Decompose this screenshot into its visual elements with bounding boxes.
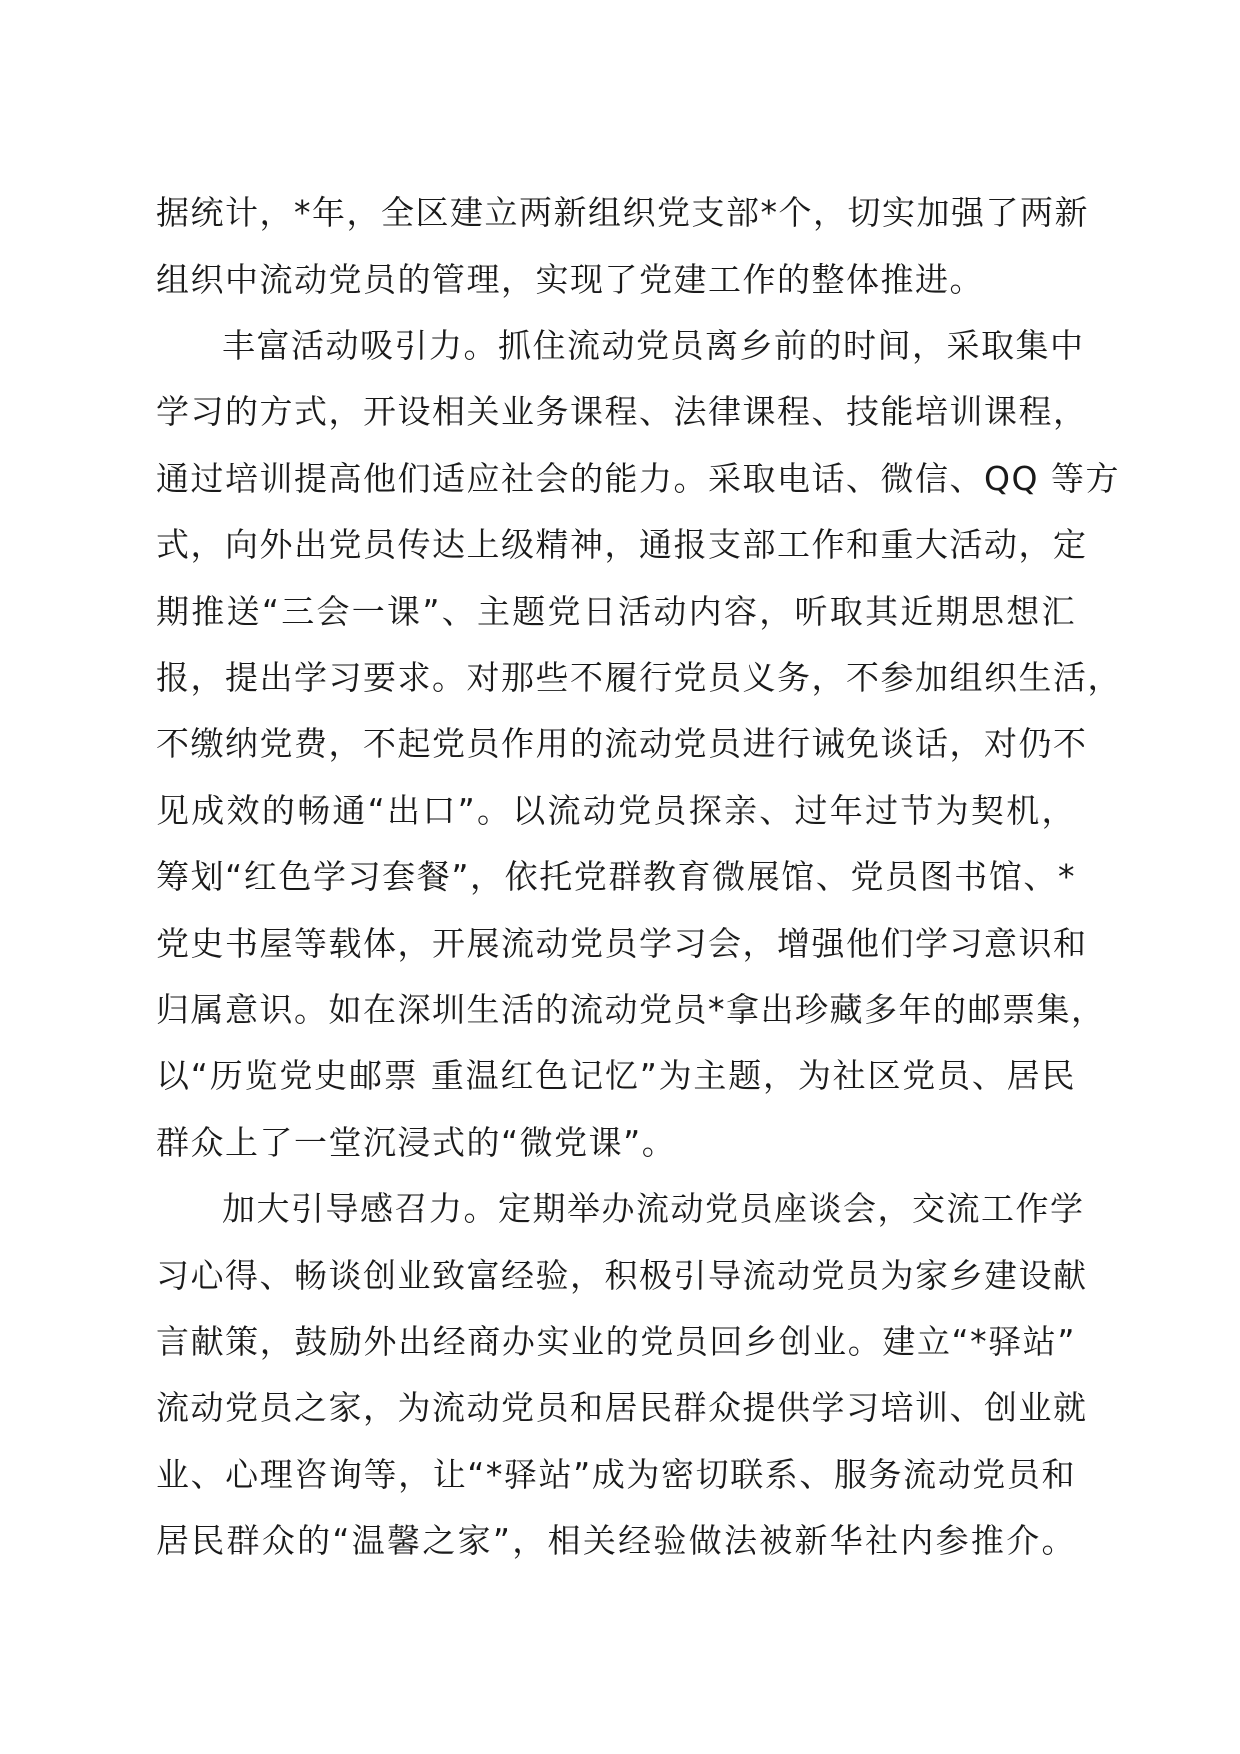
- text-line: 组织中流动党员的管理，实现了党建工作的整体推进。: [156, 260, 984, 299]
- paragraph-first-line: 加大引导感召力。定期举办流动党员座谈会，交流工作学: [222, 1189, 1085, 1228]
- text-line: 据统计，*年，全区建立两新组织党支部*个，切实加强了两新: [156, 193, 1089, 232]
- text-line: 居民群众的“温馨之家”，相关经验做法被新华社内参推介。: [156, 1521, 1076, 1560]
- text-line: 学习的方式，开设相关业务课程、法律课程、技能培训课程，: [156, 392, 1088, 431]
- text-line: 筹划“红色学习套餐”，依托党群教育微展馆、党员图书馆、*: [156, 857, 1076, 896]
- paragraph-first-line: 丰富活动吸引力。抓住流动党员离乡前的时间，采取集中: [222, 326, 1085, 365]
- text-line: 归属意识。如在深圳生活的流动党员*拿出珍藏多年的邮票集，: [156, 990, 1106, 1029]
- text-line: 通过培训提高他们适应社会的能力。采取电话、微信、QQ 等方: [156, 459, 1120, 498]
- text-line: 以“历览党史邮票 重温红色记忆”为主题，为社区党员、居民: [156, 1056, 1076, 1095]
- text-line: 见成效的畅通“出口”。以流动党员探亲、过年过节为契机，: [156, 791, 1076, 830]
- text-line: 言献策，鼓励外出经商办实业的党员回乡创业。建立“*驿站”: [156, 1322, 1076, 1361]
- text-line: 业、心理咨询等，让“*驿站”成为密切联系、服务流动党员和: [156, 1455, 1076, 1494]
- text-line: 期推送“三会一课”、主题党日活动内容，听取其近期思想汇: [156, 592, 1076, 631]
- text-line: 习心得、畅谈创业致富经验，积极引导流动党员为家乡建设献: [156, 1256, 1088, 1295]
- text-line: 式，向外出党员传达上级精神，通报支部工作和重大活动，定: [156, 525, 1088, 564]
- text-line: 党史书屋等载体，开展流动党员学习会，增强他们学习意识和: [156, 924, 1088, 963]
- text-line: 不缴纳党费，不起党员作用的流动党员进行诫免谈话，对仍不: [156, 724, 1088, 763]
- text-line: 报，提出学习要求。对那些不履行党员义务，不参加组织生活，: [156, 658, 1122, 697]
- text-line: 群众上了一堂沉浸式的“微党课”。: [156, 1123, 677, 1162]
- text-line: 流动党员之家，为流动党员和居民群众提供学习培训、创业就: [156, 1388, 1088, 1427]
